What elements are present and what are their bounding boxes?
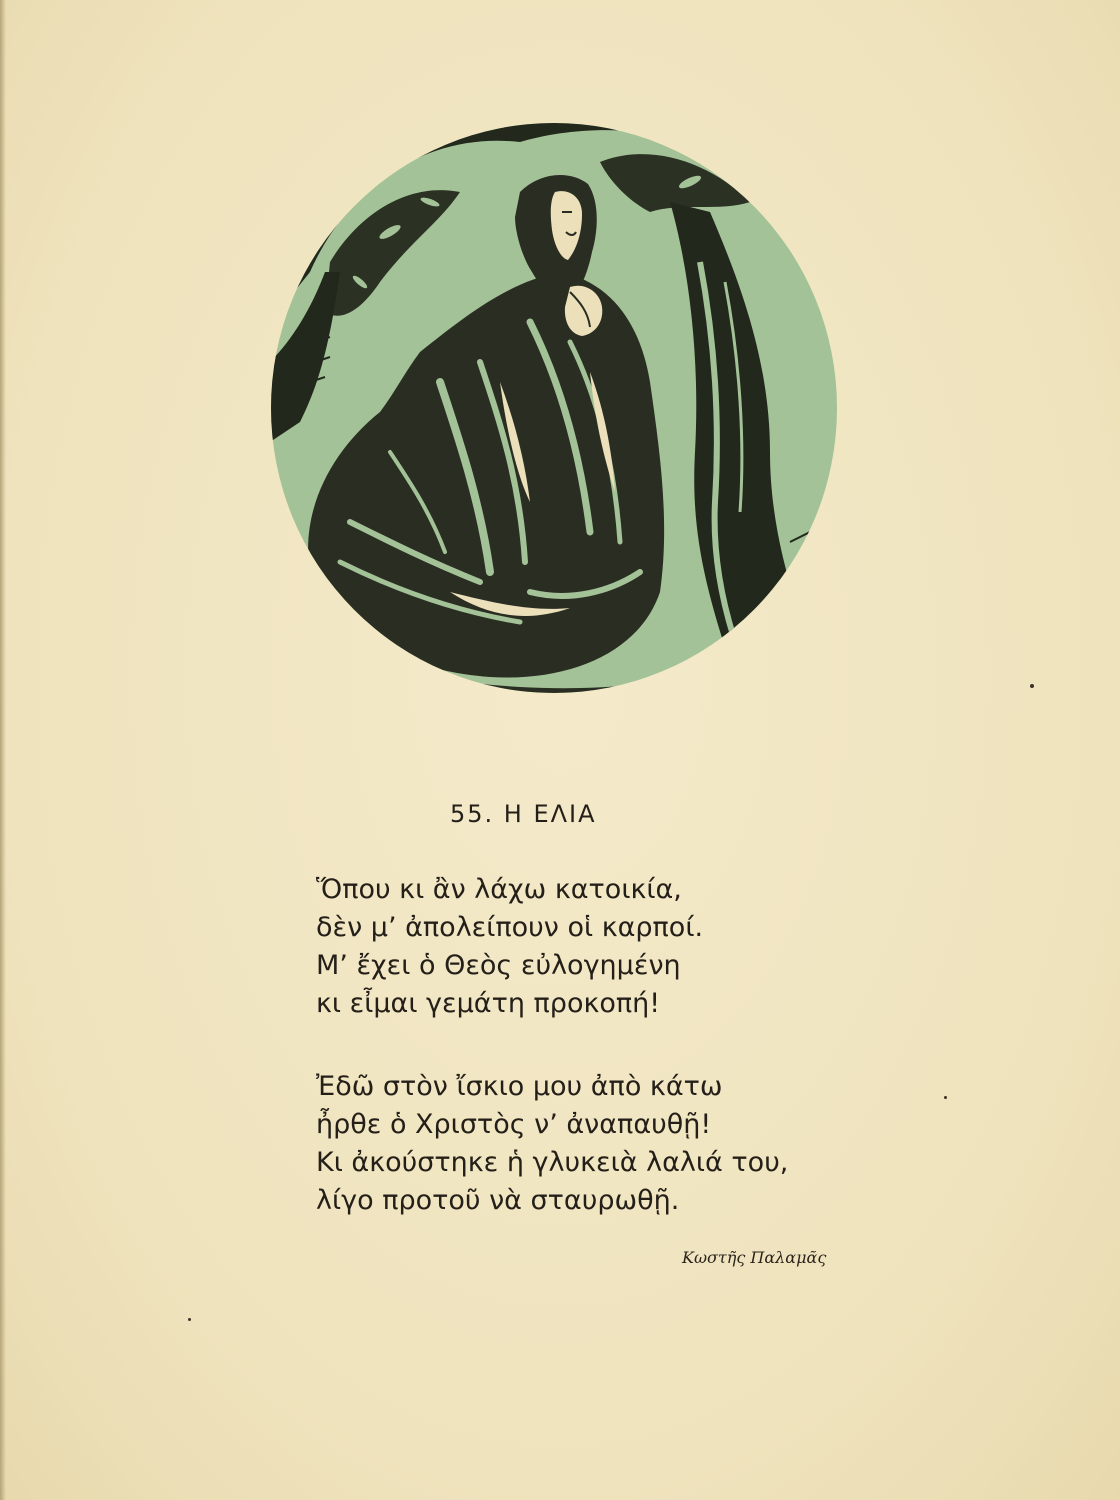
christ-under-olive-tree-icon [270, 122, 838, 694]
poem-stanza-2 [316, 1068, 788, 1220]
poem-line: κι εἶμαι γεμάτη προκοπή! [316, 988, 661, 1019]
paper-speck [1030, 684, 1034, 688]
page-edge-shadow [0, 0, 6, 1500]
poem-line: δὲν μ’ ἀπολείπουν οἱ καρποί. [316, 912, 704, 943]
poem-author: Κωστῆς Παλαμᾶς [682, 1248, 827, 1267]
poem-line: λίγο προτοῦ νὰ σταυρωθῇ. [316, 1185, 680, 1216]
poem-line: Ἐδῶ στὸν ἴσκιο μου ἀπὸ κάτω [316, 1071, 723, 1102]
poem-title: 55. Η ΕΛΙΑ [450, 800, 597, 828]
paper-speck [188, 1318, 191, 1321]
poem-line: Μ’ ἔχει ὁ Θεὸς εὐλογημένη [316, 950, 681, 981]
poem-line: ἦρθε ὁ Χριστὸς ν’ ἀναπαυθῇ! [316, 1109, 712, 1140]
paper-speck [944, 1096, 947, 1099]
poem-stanza-1 [316, 871, 703, 1023]
poem-line: Ὅπου κι ἂν λάχω κατοικία, [316, 874, 682, 905]
poem-line: Κι ἀκούστηκε ἡ γλυκειὰ λαλιά του, [316, 1147, 789, 1178]
